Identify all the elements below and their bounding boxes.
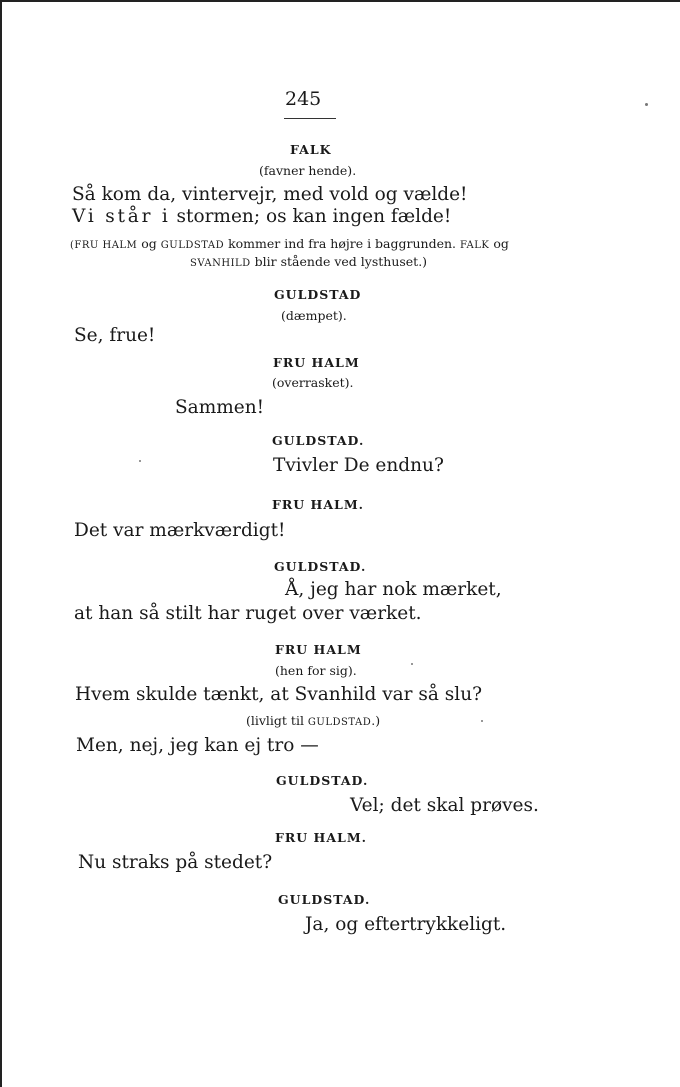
verse-line: Se, frue! — [74, 325, 156, 346]
speaker-name: GULDSTAD. — [272, 433, 365, 448]
verse-line: Ja, og eftertrykkeligt. — [305, 914, 507, 935]
stage-direction: (hen for sig). — [275, 663, 357, 678]
stage-text: kommer ind fra højre i baggrunden. — [224, 236, 460, 251]
stage-character: SVANHILD — [190, 258, 251, 269]
page-border-left — [0, 0, 2, 1087]
stage-text: og — [137, 236, 161, 251]
stage-text: .) — [371, 713, 381, 728]
stage-character: (FRU HALM — [70, 240, 138, 251]
stage-character: FALK — [459, 240, 490, 251]
stage-direction: (overrasket). — [272, 375, 354, 390]
page-number: 245 — [285, 88, 322, 110]
scan-speck — [411, 663, 413, 665]
scan-speck — [645, 103, 648, 106]
stage-character: GULDSTAD — [160, 240, 225, 251]
speaker-name: FALK — [290, 142, 332, 157]
verse-line — [72, 206, 451, 227]
page-number-rule — [284, 118, 336, 119]
speaker-name: FRU HALM. — [272, 497, 365, 512]
speaker-name: FRU HALM — [273, 355, 360, 370]
verse-line: Hvem skulde tænkt, at Svanhild var så slu? — [75, 684, 483, 705]
verse-line: Tvivler De endnu? — [273, 455, 444, 476]
verse-line: at han så stilt har ruget over værket. — [74, 603, 422, 624]
scan-speck — [139, 460, 141, 462]
speaker-name: GULDSTAD. — [276, 773, 369, 788]
verse-line: Å, jeg har nok mærket, — [285, 579, 502, 600]
verse-line: Sammen! — [175, 397, 265, 418]
verse-line: Vel; det skal prøves. — [350, 795, 539, 816]
stage-direction: (favner hende). — [259, 163, 357, 178]
stage-character: GULDSTAD — [307, 717, 372, 728]
verse-line-rest: stormen; os kan ingen fælde! — [170, 206, 452, 227]
stage-text: (livligt til — [246, 713, 308, 728]
stage-text: og — [489, 236, 509, 251]
scan-speck — [481, 720, 483, 722]
stage-direction: (dæmpet). — [281, 308, 347, 323]
stage-direction — [246, 713, 380, 728]
verse-line: Men, nej, jeg kan ej tro — — [76, 735, 319, 756]
speaker-name: GULDSTAD. — [274, 559, 367, 574]
stage-direction — [70, 236, 509, 251]
speaker-name: FRU HALM — [275, 642, 362, 657]
verse-spaced-emphasis: Vi står i — [72, 206, 171, 227]
speaker-name: GULDSTAD. — [278, 892, 371, 907]
speaker-name: GULDSTAD — [274, 287, 362, 302]
verse-line: Det var mærkværdigt! — [74, 520, 286, 541]
verse-line: Så kom da, vintervejr, med vold og vælde! — [72, 184, 468, 205]
speaker-name: FRU HALM. — [275, 830, 368, 845]
page-border-top — [0, 0, 680, 2]
stage-direction — [190, 254, 427, 269]
stage-text: blir stående ved lysthuset.) — [250, 254, 428, 269]
verse-line: Nu straks på stedet? — [78, 852, 273, 873]
